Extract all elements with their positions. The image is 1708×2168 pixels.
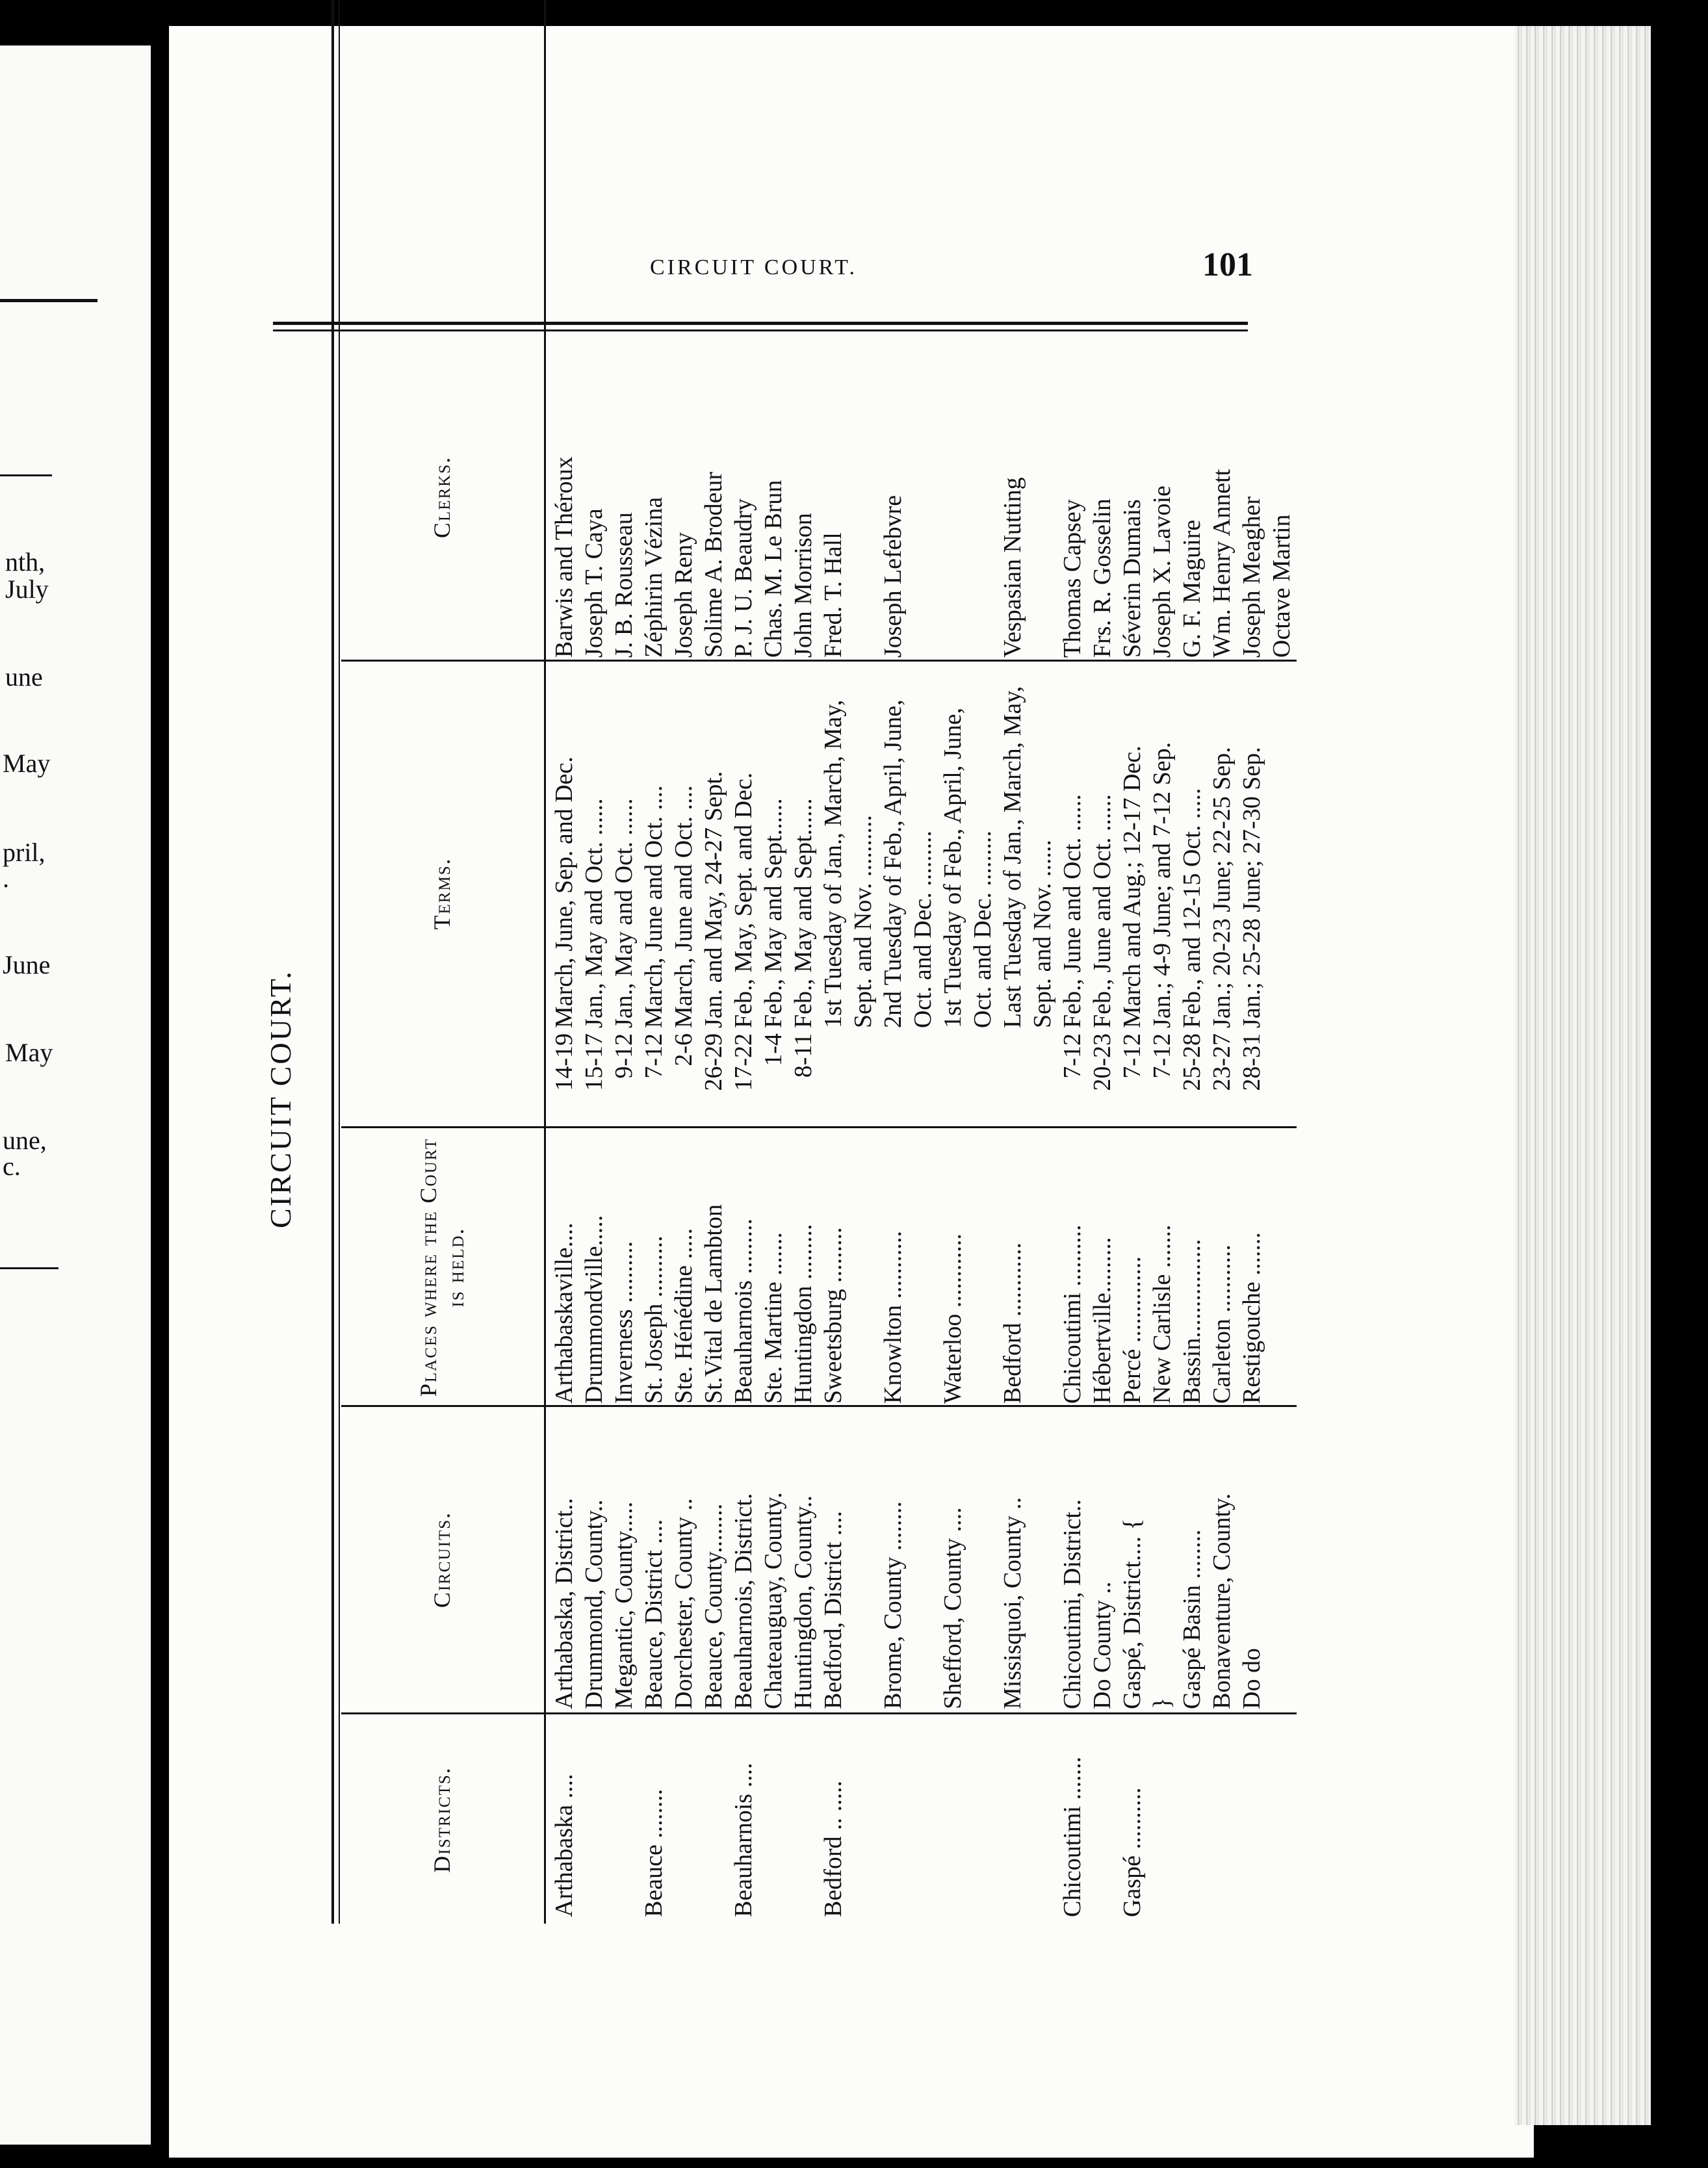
cell-clerk: Frs. R. Gosselin <box>1089 498 1116 658</box>
left-page-fragment: une <box>5 662 43 691</box>
header-districts: Districts. <box>429 1766 455 1873</box>
table-row <box>669 0 699 1924</box>
cell-days: 28-31 <box>1238 1033 1265 1091</box>
cell-terms: March, June and Oct. .... <box>640 785 667 1028</box>
cell-clerk: Thomas Capsey <box>1059 499 1086 658</box>
left-page-fragment: une, <box>3 1126 47 1155</box>
cell-clerk: Octave Martin <box>1268 514 1295 658</box>
cell-circuit: Huntingdon, County.. <box>790 1495 817 1709</box>
cell-terms: Feb., May and Sept...... <box>760 798 787 1028</box>
cell-place: Arthabaskaville.... <box>550 1222 578 1404</box>
cell-clerk: Wm. Henry Annett <box>1208 469 1236 658</box>
cell-terms: Jan.; 4-9 June; and 7-12 Sep. <box>1148 742 1176 1028</box>
cell-terms: Feb., May and Sept...... <box>790 798 817 1028</box>
cell-district: Bedford .. ..... <box>820 1780 847 1917</box>
cell-place: Waterloo ............ <box>939 1233 966 1404</box>
left-page-fragment: c. <box>3 1152 21 1181</box>
cell-clerk: Séverin Dumais <box>1119 499 1146 658</box>
cell-circuit: Gaspé Basin ........ <box>1178 1529 1206 1709</box>
cell-clerk: John Morrison <box>790 513 817 658</box>
table-row <box>788 0 818 1924</box>
cell-place: Sweetsburg ......... <box>820 1227 847 1404</box>
cell-terms: March, June and Oct. .... <box>670 785 697 1028</box>
table-row <box>1117 0 1147 1924</box>
cell-clerk: Solime A. Brodeur <box>700 471 727 658</box>
running-head: CIRCUIT COURT. <box>650 255 858 279</box>
cell-clerk: Zéphirin Vézina <box>640 497 667 658</box>
cell-days: 25-28 <box>1178 1033 1206 1091</box>
cell-terms: 1st Tuesday of Jan., March, May, Sept. and Nov. .......... <box>820 699 877 1028</box>
cell-circuit: } <box>1148 1697 1176 1709</box>
header-circuits: Circuits. <box>429 1511 455 1608</box>
cell-terms: Jan., May and Oct. ...... <box>580 798 608 1028</box>
header-places: Places where the Court is held. <box>415 1137 469 1397</box>
table-row <box>579 0 609 1924</box>
table-row <box>1177 0 1207 1924</box>
cell-place: Percé .............. <box>1119 1256 1146 1404</box>
cell-place: Ste. Hénédine ..... <box>670 1228 697 1404</box>
cell-days: 23-27 <box>1208 1033 1236 1091</box>
cell-district: Beauharnois .... <box>730 1762 757 1917</box>
cell-circuit: Do do <box>1238 1648 1265 1709</box>
table-row <box>639 0 669 1924</box>
cell-circuit: Do County .. <box>1089 1581 1116 1709</box>
cell-district: Chicoutimi ....... <box>1059 1757 1086 1917</box>
cell-days: 7-12 <box>1148 1033 1176 1079</box>
header-clerks: Clerks. <box>429 456 455 539</box>
table-row <box>878 0 938 1924</box>
cell-place: New Carlisle ....... <box>1148 1224 1176 1404</box>
cell-place: Carleton ........... <box>1208 1245 1236 1404</box>
cell-place: Restigouche ....... <box>1238 1232 1265 1404</box>
cell-days: 7-12 <box>1059 1033 1086 1079</box>
cell-clerk: Joseph Meagher <box>1238 497 1265 658</box>
cell-place: Bedford ............ <box>999 1242 1026 1404</box>
table-row <box>818 0 878 1924</box>
cell-circuit: Chateauguay, County. <box>760 1492 787 1709</box>
cell-district: Gaspé .......... <box>1119 1787 1146 1917</box>
cell-days: 7-12 <box>640 1033 667 1079</box>
cell-place: Beauharnois ......... <box>730 1219 757 1404</box>
table-row <box>729 0 758 1924</box>
cell-circuit: Drummond, County.. <box>580 1499 608 1709</box>
table-top-rule <box>331 0 334 1924</box>
cell-place: Drummondville..... <box>580 1215 608 1404</box>
table-row <box>699 0 729 1924</box>
cell-circuit: Beauce, County........ <box>700 1503 727 1709</box>
cell-terms: Feb., June and Oct. ...... <box>1089 794 1116 1028</box>
cell-circuit: Beauharnois, District. <box>730 1493 757 1709</box>
cell-circuit: Chicoutimi, District.. <box>1059 1499 1086 1709</box>
cell-days: 15-17 <box>580 1033 608 1091</box>
left-page-fragment: May <box>5 1038 53 1067</box>
cell-place: Knowlton ........... <box>879 1231 907 1404</box>
cell-circuit: Bedford, District .... <box>820 1510 847 1709</box>
table-title: CIRCUIT COURT. <box>264 970 297 1228</box>
cell-days: 17-22 <box>730 1033 757 1091</box>
cell-circuit: Shefford, County .... <box>939 1507 966 1709</box>
cell-clerk: Joseph X. Lavoie <box>1148 485 1176 658</box>
cell-place: Bassin................ <box>1178 1239 1206 1404</box>
cell-place: Huntingdon ......... <box>790 1224 817 1404</box>
book-spine <box>151 26 169 2164</box>
table-row <box>1207 0 1237 1924</box>
left-page-rule <box>0 299 97 302</box>
header-rule <box>544 0 546 1924</box>
cell-circuit: Gaspé, District.... { <box>1119 1518 1146 1709</box>
cell-clerk: Fred. T. Hall <box>820 532 847 658</box>
cell-circuit: Brome, County ........ <box>879 1501 907 1709</box>
header-terms: Terms. <box>429 857 455 930</box>
left-page-fragment: . <box>3 864 9 893</box>
cell-days: 2-6 <box>670 1033 697 1066</box>
cell-circuit: Megantic, County..... <box>610 1501 638 1709</box>
cell-place: Chicoutimi .......... <box>1059 1224 1086 1404</box>
table-row <box>549 0 579 1924</box>
cell-terms: Jan., May and Oct. ...... <box>610 798 638 1028</box>
cell-terms: Jan.; 25-28 June; 27-30 Sep. <box>1238 747 1265 1028</box>
cell-terms: 2nd Tuesday of Feb., April, June, Oct. and Dec. ......... <box>879 699 937 1028</box>
cell-place: Hébertville......... <box>1089 1237 1116 1404</box>
left-page <box>0 45 151 2145</box>
cell-terms: Feb., and 12-15 Oct. ..... <box>1178 788 1206 1028</box>
circuit-court-table <box>263 0 1295 1924</box>
cell-clerk: J. B. Rousseau <box>610 512 638 658</box>
left-page-fragment: June <box>3 950 51 979</box>
cell-terms: Feb., May, Sept. and Dec. <box>730 772 757 1028</box>
table-row <box>758 0 788 1924</box>
table-row <box>609 0 639 1924</box>
cell-days: 8-11 <box>790 1033 817 1078</box>
cell-terms: Feb., June and Oct. ...... <box>1059 794 1086 1028</box>
cell-clerk: Barwis and Théroux <box>550 456 578 658</box>
cell-clerk: Chas. M. Le Brun <box>760 480 787 658</box>
cell-district: Arthabaska .... <box>550 1774 578 1917</box>
cell-circuit: Beauce, District .... <box>640 1519 667 1709</box>
cell-days: 7-12 <box>1119 1033 1146 1079</box>
cell-place: St. Joseph .......... <box>640 1235 667 1404</box>
cell-clerk: Joseph Lefebvre <box>879 495 907 658</box>
cell-days: 1-4 <box>760 1033 787 1066</box>
cell-terms: 1st Tuesday of Feb., April, June, Oct. and Dec. ......... <box>939 708 996 1028</box>
cell-terms: Jan.; 20-23 June; 22-25 Sep. <box>1208 747 1236 1028</box>
left-page-fragment: July <box>5 574 49 604</box>
left-page-fragment: nth, <box>5 547 45 576</box>
cell-clerk: G. F. Maguire <box>1178 519 1206 658</box>
left-page-rule <box>0 1267 58 1269</box>
cell-terms: March and Aug.; 12-17 Dec. <box>1119 745 1146 1028</box>
table-row <box>1147 0 1177 1924</box>
cell-days: 9-12 <box>610 1033 638 1079</box>
left-page-fragment: pril, <box>3 838 45 867</box>
cell-clerk: Joseph Reny <box>670 532 697 658</box>
cell-clerk: Vespasian Nutting <box>999 477 1026 658</box>
cell-circuit: Dorchester, County .. <box>670 1498 697 1709</box>
cell-place: St.Vital de Lambton <box>700 1204 727 1404</box>
left-page-rule <box>0 474 52 476</box>
table-row <box>1057 0 1087 1924</box>
page-number: 101 <box>1202 246 1253 283</box>
table-body <box>549 0 1297 1924</box>
cell-place: Ste. Martine ....... <box>760 1232 787 1404</box>
cell-district: Beauce ........ <box>640 1788 667 1917</box>
cell-circuit: Bonaventure, County. <box>1208 1493 1236 1709</box>
cell-circuit: Missisquoi, County .. <box>999 1497 1026 1709</box>
cell-circuit: Arthabaska, District.. <box>550 1497 578 1709</box>
cell-days: 20-23 <box>1089 1033 1116 1091</box>
table-row <box>1267 0 1297 1924</box>
cell-terms: Jan. and May, 24-27 Sept. <box>700 771 727 1028</box>
cell-days: 14-19 <box>550 1033 578 1091</box>
table-row <box>1087 0 1117 1924</box>
cell-clerk: P. J. U. Beaudry <box>730 498 757 658</box>
left-page-fragment: May <box>3 749 51 778</box>
table-top-rule <box>339 0 340 1924</box>
cell-place: Inverness .......... <box>610 1241 638 1404</box>
cell-days: 26-29 <box>700 1033 727 1091</box>
table-row <box>1237 0 1267 1924</box>
page-edge-stack <box>1514 26 1651 2125</box>
cell-terms: Last Tuesday of Jan., March, May, Sept. and Nov. ...... <box>999 686 1056 1028</box>
column-headers <box>341 0 543 1924</box>
table-row <box>938 0 998 1924</box>
table-row <box>998 0 1057 1924</box>
cell-terms: March, June, Sep. and Dec. <box>550 756 578 1028</box>
cell-clerk: Joseph T. Caya <box>580 508 608 658</box>
